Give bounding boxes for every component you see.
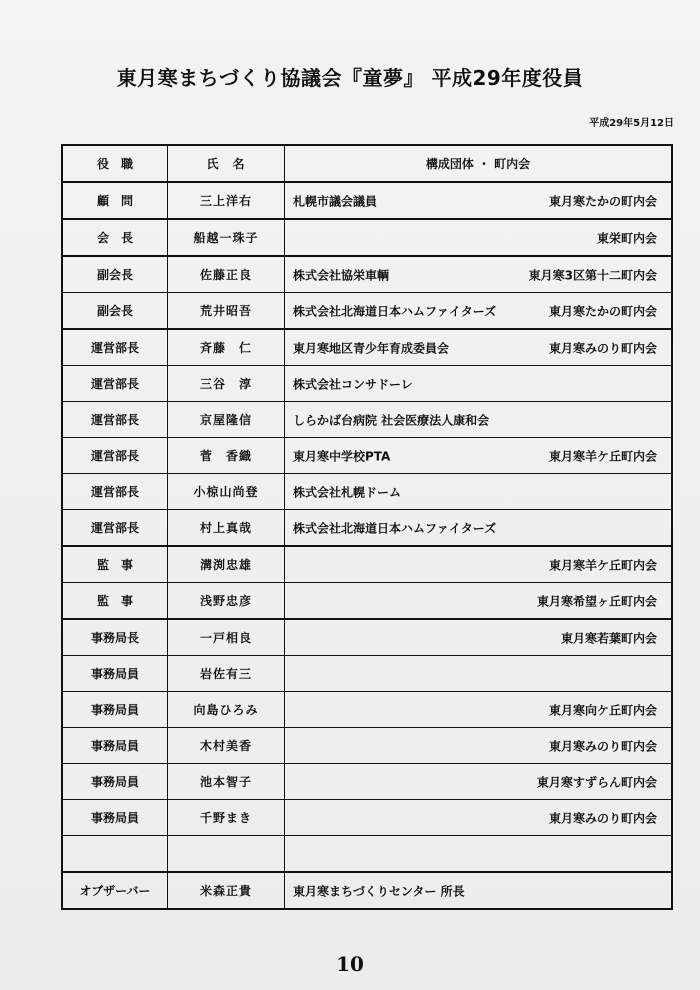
page-number: 10 [336,952,364,976]
page-title: 東月寒まちづくり協議会『童夢』 平成29年度役員 [116,66,584,90]
org-cell [285,656,673,692]
role-cell: 事務局長 [62,619,168,656]
org-cell [285,872,673,909]
name-cell: 米森正貴 [168,872,285,909]
name-cell: 船越一珠子 [168,219,285,256]
header-name: 氏 名 [168,145,285,182]
name-cell: 佐藤正良 [168,256,285,293]
role-cell: 事務局員 [62,800,168,836]
name-cell: 斉藤 仁 [168,329,285,366]
role-cell: 事務局員 [62,764,168,800]
table-row [62,256,672,293]
org-cell [285,728,673,764]
org-cell [285,692,673,728]
neighborhood-association: 東月寒向ケ丘町内会 [548,703,657,717]
neighborhood-association: 東月寒3区第十二町内会 [528,268,657,282]
table-row [62,402,672,438]
table-row [62,800,672,836]
organization-name: 株式会社コンサドーレ [293,377,413,391]
name-cell: 三谷 淳 [168,366,285,402]
name-cell: 木村美香 [168,728,285,764]
neighborhood-association: 東月寒みのり町内会 [548,341,657,355]
role-cell: 事務局員 [62,728,168,764]
neighborhood-association: 東栄町内会 [596,231,657,245]
table-row [62,656,672,692]
table-row [62,764,672,800]
table-row [62,366,672,402]
organization-name: 株式会社北海道日本ハムファイターズ [293,304,497,318]
org-cell [285,438,673,474]
name-cell: 小椋山尚登 [168,474,285,510]
table-row [62,728,672,764]
role-cell: 事務局員 [62,656,168,692]
org-cell [285,256,673,293]
table-row [62,219,672,256]
org-cell [285,329,673,366]
role-cell: 副会長 [62,256,168,293]
header-org: 構成団体 ・ 町内会 [285,145,673,182]
org-cell [285,474,673,510]
role-cell: 運営部長 [62,438,168,474]
org-cell [285,583,673,620]
table-row [62,836,672,873]
header-role: 役 職 [62,145,168,182]
table-row [62,510,672,547]
table-row [62,474,672,510]
org-cell [285,800,673,836]
neighborhood-association: 東月寒若葉町内会 [560,631,657,645]
organization-name: 株式会社協栄車輌 [293,268,390,282]
neighborhood-association: 東月寒羊ケ丘町内会 [548,558,657,572]
table-row [62,546,672,583]
neighborhood-association: 東月寒たかの町内会 [548,304,657,318]
org-cell [285,402,673,438]
neighborhood-association: 東月寒羊ケ丘町内会 [548,449,657,463]
neighborhood-association: 東月寒希望ヶ丘町内会 [536,594,657,608]
org-cell [285,219,673,256]
role-cell: 運営部長 [62,510,168,547]
role-cell: 副会長 [62,293,168,330]
organization-name: 札幌市議会議員 [293,194,378,208]
neighborhood-association: 東月寒すずらん町内会 [536,775,657,789]
role-cell: 監 事 [62,583,168,620]
name-cell: 池本智子 [168,764,285,800]
name-cell: 京屋隆信 [168,402,285,438]
role-cell: 会 長 [62,219,168,256]
neighborhood-association: 東月寒みのり町内会 [548,811,657,825]
name-cell: 溝渕忠雄 [168,546,285,583]
role-cell: 顧 問 [62,182,168,219]
role-cell: 監 事 [62,546,168,583]
organization-name: 東月寒中学校PTA [293,449,391,463]
name-cell: 一戸相良 [168,619,285,656]
officer-table [61,144,673,910]
role-cell: 運営部長 [62,329,168,366]
organization-name: 東月寒まちづくりセンター 所長 [293,884,465,898]
org-cell [285,366,673,402]
table-row [62,182,672,219]
role-cell: 運営部長 [62,402,168,438]
table-row [62,872,672,909]
name-cell: 村上真哉 [168,510,285,547]
table-row [62,293,672,330]
org-cell [285,836,673,873]
document-date: 平成29年5月12日 [589,118,674,129]
role-cell: 事務局員 [62,692,168,728]
table-row [62,583,672,620]
name-cell: 荒井昭吾 [168,293,285,330]
org-cell [285,764,673,800]
name-cell: 岩佐有三 [168,656,285,692]
organization-name: しらかば台病院 社会医療法人康和会 [293,413,490,427]
organization-name: 東月寒地区青少年育成委員会 [293,341,450,355]
neighborhood-association: 東月寒たかの町内会 [548,194,657,208]
table-row [62,692,672,728]
table-row [62,329,672,366]
role-cell: 運営部長 [62,474,168,510]
role-cell: 運営部長 [62,366,168,402]
name-cell: 千野まき [168,800,285,836]
org-cell [285,619,673,656]
table-row [62,438,672,474]
name-cell: 向島ひろみ [168,692,285,728]
role-cell [62,836,168,873]
neighborhood-association: 東月寒みのり町内会 [548,739,657,753]
org-cell [285,293,673,330]
organization-name: 株式会社北海道日本ハムファイターズ [293,521,497,535]
organization-name: 株式会社札幌ドーム [293,485,402,499]
org-cell [285,510,673,547]
org-cell [285,182,673,219]
table-header-row [62,145,672,182]
org-cell [285,546,673,583]
role-cell: オブザーバー [62,872,168,909]
name-cell [168,836,285,873]
table-row [62,619,672,656]
name-cell: 三上洋右 [168,182,285,219]
name-cell: 浅野忠彦 [168,583,285,620]
name-cell: 菅 香織 [168,438,285,474]
